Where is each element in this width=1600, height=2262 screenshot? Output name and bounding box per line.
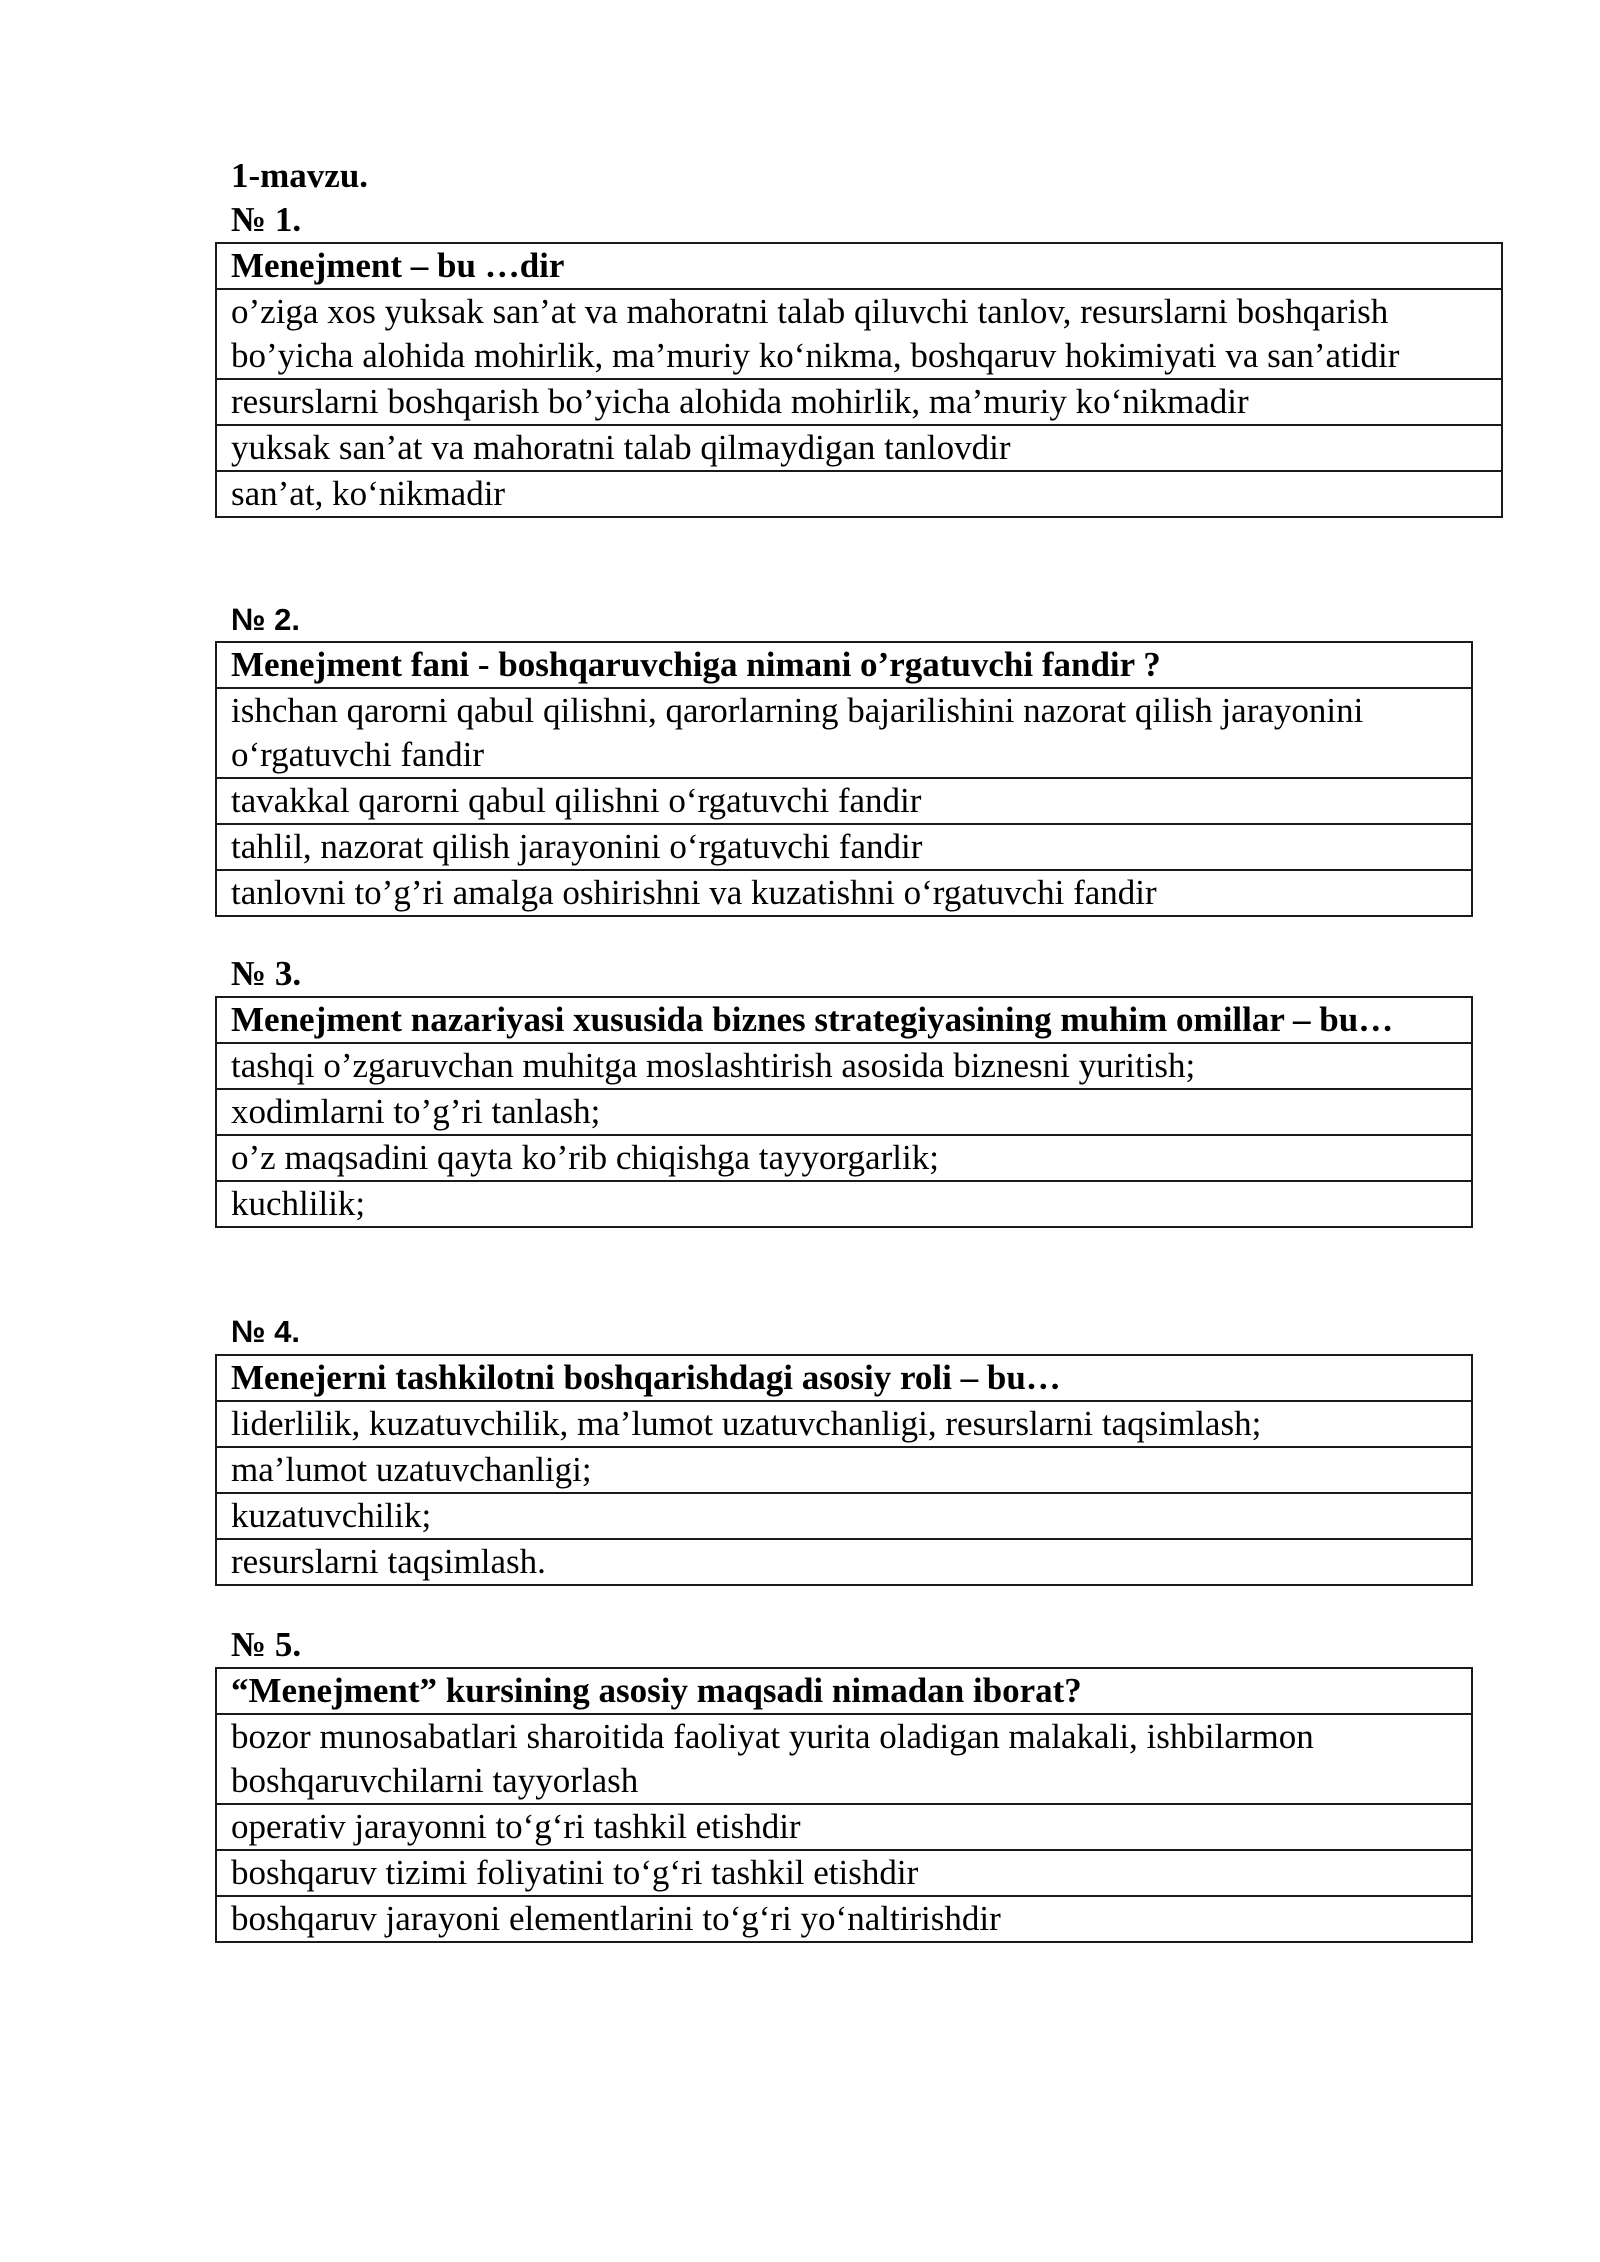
question-table [215, 242, 1503, 518]
answer-option: tashqi o’zgaruvchan muhitga moslashtirish asosida biznesni yuritish; [216, 1043, 1472, 1089]
answer-option: operativ jarayonni to‘g‘ri tashkil etishdir [216, 1804, 1472, 1850]
question-number: № 1. [231, 200, 302, 239]
question-table [215, 1354, 1473, 1586]
answer-option: tanlovni to’g’ri amalga oshirishni va kuzatishni o‘rgatuvchi fandir [216, 870, 1472, 916]
answer-option: kuchlilik; [216, 1181, 1472, 1227]
question-text: Menejment nazariyasi xususida biznes strategiyasining muhim omillar – bu… [216, 997, 1472, 1043]
answer-option: ma’lumot uzatuvchanligi; [216, 1447, 1472, 1493]
question-text: “Menejment” kursining asosiy maqsadi nimadan iborat? [216, 1668, 1472, 1714]
question-number: № 4. [231, 1314, 301, 1349]
answer-option: ishchan qarorni qabul qilishni, qarorlarning bajarilishini nazorat qilish jarayonini o‘rgatuvchi fandir [216, 688, 1472, 778]
answer-option: tavakkal qarorni qabul qilishni o‘rgatuvchi fandir [216, 778, 1472, 824]
question-table [215, 641, 1473, 917]
answer-option: san’at, ko‘nikmadir [216, 471, 1502, 517]
answer-option: resurslarni taqsimlash. [216, 1539, 1472, 1585]
question-number: № 3. [231, 954, 302, 993]
question-text: Menejerni tashkilotni boshqarishdagi asosiy roli – bu… [216, 1355, 1472, 1401]
answer-option: boshqaruv tizimi foliyatini to‘g‘ri tashkil etishdir [216, 1850, 1472, 1896]
answer-option: o’ziga xos yuksak san’at va mahoratni talab qiluvchi tanlov, resurslarni boshqarish bo’yicha alohida mohirlik, ma’muriy ko‘nikma, boshqaruv hokimiyati va san’atidir [216, 289, 1502, 379]
question-table [215, 996, 1473, 1228]
answer-option: liderlilik, kuzatuvchilik, ma’lumot uzatuvchanligi, resurslarni taqsimlash; [216, 1401, 1472, 1447]
answer-option: tahlil, nazorat qilish jarayonini o‘rgatuvchi fandir [216, 824, 1472, 870]
answer-option: boshqaruv jarayoni elementlarini to‘g‘ri yo‘naltirishdir [216, 1896, 1472, 1942]
question-text: Menejment fani - boshqaruvchiga nimani o’rgatuvchi fandir ? [216, 642, 1472, 688]
question-text: Menejment – bu …dir [216, 243, 1502, 289]
question-number: № 5. [231, 1625, 302, 1664]
answer-option: kuzatuvchilik; [216, 1493, 1472, 1539]
answer-option: xodimlarni to’g’ri tanlash; [216, 1089, 1472, 1135]
topic-heading: 1-mavzu. [231, 156, 369, 195]
question-number: № 2. [231, 602, 301, 637]
question-table [215, 1667, 1473, 1943]
answer-option: bozor munosabatlari sharoitida faoliyat yurita oladigan malakali, ishbilarmon boshqaruvchilarni tayyorlash [216, 1714, 1472, 1804]
answer-option: o’z maqsadini qayta ko’rib chiqishga tayyorgarlik; [216, 1135, 1472, 1181]
answer-option: resurslarni boshqarish bo’yicha alohida mohirlik, ma’muriy ko‘nikmadir [216, 379, 1502, 425]
answer-option: yuksak san’at va mahoratni talab qilmaydigan tanlovdir [216, 425, 1502, 471]
